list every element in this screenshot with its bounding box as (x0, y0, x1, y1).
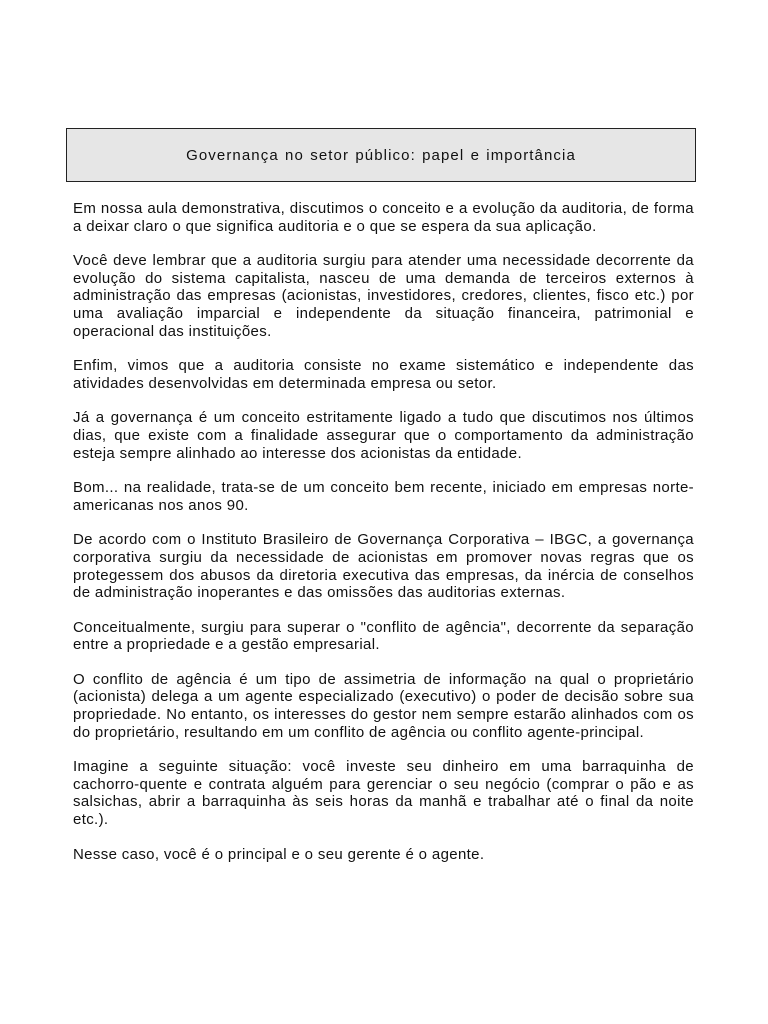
paragraph-conceito-recente: Bom... na realidade, trata-se de um conceito bem recente, iniciado em empresas norte-americanas nos anos 90. (73, 479, 694, 514)
paragraph-conceito-governanca: Já a governança é um conceito estritamente ligado a tudo que discutimos nos últimos dias, que existe com a finalidade assegurar que o comportamento da administração esteja sempre alinhado ao interesse dos acionistas da entidade. (73, 409, 694, 462)
paragraph-conflito-agencia-definicao: O conflito de agência é um tipo de assimetria de informação na qual o proprietário (acionista) delega a um agente especializado (executivo) o poder de decisão sobre sua propriedade. No entanto, os interesses do gestor nem sempre estarão alinhados com os do proprietário, resultando em um conflito de agência ou conflito agente-principal. (73, 670, 694, 741)
paragraph-origem-auditoria: Você deve lembrar que a auditoria surgiu para atender uma necessidade decorrente da evolução do sistema capitalista, nasceu de uma demanda de terceiros externos à administração das empresas (acionistas, investidores, credores, clientes, fisco etc.) por uma avaliação imparcial e independente da situação financeira, patrimonial e operacional das instituições. (73, 252, 694, 340)
paragraph-exemplo-barraquinha: Imagine a seguinte situação: você investe seu dinheiro em uma barraquinha de cachorro-quente e contrata alguém para gerenciar o seu negócio (comprar o pão e as salsichas, abrir a barraquinha às seis horas da manhã e trabalhar até o final da noite etc.). (73, 758, 694, 829)
title-box (66, 128, 696, 182)
document-body (73, 200, 694, 880)
paragraph-aula-demonstrativa: Em nossa aula demonstrativa, discutimos o conceito e a evolução da auditoria, de forma a deixar claro o que significa auditoria e o que se espera da sua aplicação. (73, 200, 694, 235)
paragraph-principal-agente: Nesse caso, você é o principal e o seu gerente é o agente. (73, 845, 485, 863)
paragraph-conceito-auditoria: Enfim, vimos que a auditoria consiste no exame sistemático e independente das atividades desenvolvidas em determinada empresa ou setor. (73, 357, 694, 392)
paragraph-ibgc: De acordo com o Instituto Brasileiro de Governança Corporativa – IBGC, a governança corporativa surgiu da necessidade de acionistas em promover novas regras que os protegessem dos abusos da diretoria executiva das empresas, da inércia de conselhos de administração inoperantes e das omissões das auditorias externas. (73, 531, 694, 602)
paragraph-conflito-agencia-intro: Conceitualmente, surgiu para superar o "conflito de agência", decorrente da separação entre a propriedade e a gestão empresarial. (73, 618, 694, 654)
page-title: Governança no setor público: papel e importância (186, 146, 576, 164)
